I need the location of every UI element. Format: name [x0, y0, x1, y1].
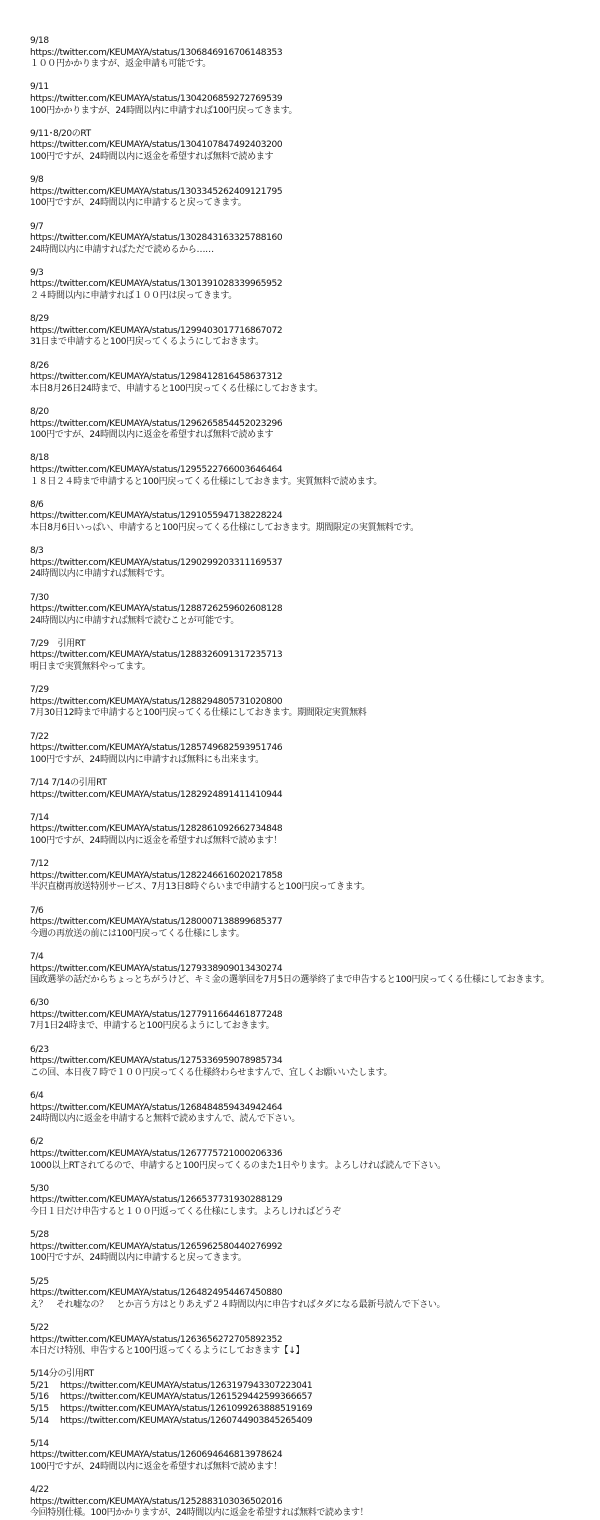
entry: [30, 593, 600, 628]
entry-note: 今日１日だけ申告すると１００円返ってくる仕様にします。よろしければどうぞ: [30, 1206, 341, 1217]
entry-note: 100円ですが、24時間以内に返金を希望すれば無料で読めます！: [30, 835, 282, 846]
rt-item-url[interactable]: https://twitter.com/KEUMAYA/status/1263197943307223041: [60, 1380, 313, 1391]
entry: [30, 453, 600, 488]
entry-date: 6/2: [30, 1137, 44, 1148]
entry: [30, 407, 600, 442]
rt-item: [30, 1404, 600, 1416]
entry-url[interactable]: https://twitter.com/KEUMAYA/status/1296265854452023296: [30, 418, 283, 429]
entry-url[interactable]: https://twitter.com/KEUMAYA/status/1263656272705892352: [30, 1334, 283, 1345]
entry-url[interactable]: https://twitter.com/KEUMAYA/status/1282861092662734848: [30, 824, 283, 835]
entry-date: 5/25: [30, 1276, 49, 1287]
entry: [30, 778, 600, 801]
entry: [30, 222, 600, 257]
entry-note: 100円ですが、24時間以内に申請すると戻ってきます。: [30, 198, 247, 209]
entry-date: 7/14 7/14の引用RT: [30, 778, 107, 788]
entry-note: 100円ですが、24時間以内に返金を希望すれば無料で読めます: [30, 430, 274, 441]
entry-date: 7/4: [30, 951, 44, 962]
entry: [30, 1137, 600, 1172]
entry-url[interactable]: https://twitter.com/KEUMAYA/status/1288726259602608128: [30, 604, 283, 615]
entry-url[interactable]: https://twitter.com/KEUMAYA/status/1268484859434942464: [30, 1102, 283, 1113]
entry-note: 本日8月6日いっぱい、申請すると100円戻ってくる仕様にしておきます。期間限定の実質無料です。: [30, 522, 419, 533]
entry-url[interactable]: https://twitter.com/KEUMAYA/status/1306846916706148353: [30, 47, 283, 58]
entry-date: 5/28: [30, 1230, 49, 1241]
entry-list: [30, 36, 600, 1358]
entry-date: 4/22: [30, 1485, 49, 1496]
entry-url[interactable]: https://twitter.com/KEUMAYA/status/1295522766003646464: [30, 464, 283, 475]
entry-note: 24時間以内に返金を申請すると無料で読めますんで、読んで下さい。: [30, 1114, 301, 1125]
entry-url[interactable]: https://twitter.com/KEUMAYA/status/1303345262409121795: [30, 186, 283, 197]
entry-note: ２４時間以内に申請すれば１００円は戻ってきます。: [30, 291, 237, 302]
entry: [30, 175, 600, 210]
entry-date: 7/29 引用RT: [30, 638, 86, 649]
entry: [30, 639, 600, 674]
entry-url[interactable]: https://twitter.com/KEUMAYA/status/1282246616020217858: [30, 870, 283, 881]
entry-list-tail: [30, 1439, 600, 1520]
entry-url[interactable]: https://twitter.com/KEUMAYA/status/1301391028339965952: [30, 279, 283, 290]
entry-note: 国政選挙の話だからちょっとちがうけど、キミ金の選挙回を7月5日の選挙終了まで申告すると100円戻ってくる仕様にしておきます。: [30, 975, 550, 986]
entry-note: 24時間以内に申請すれば無料で読むことが可能です。: [30, 615, 239, 626]
entry-note: 31日まで申請すると100円戻ってくるようにしておきます。: [30, 337, 264, 348]
entry-date: 9/18: [30, 36, 49, 46]
entry: [30, 500, 600, 535]
entry-url[interactable]: https://twitter.com/KEUMAYA/status/1304206859272769539: [30, 93, 283, 104]
entry-note: 本日だけ特別、申告すると100円返ってくるようにしておきます【↓】: [30, 1346, 305, 1357]
entry-note: １００円かかりますが、返金申請も可能です。: [30, 59, 211, 70]
entry-url[interactable]: https://twitter.com/KEUMAYA/status/1288326091317235713: [30, 650, 283, 661]
entry-date: 7/22: [30, 731, 49, 742]
rt-item-date: 5/15: [30, 1404, 49, 1415]
entry: [30, 1091, 600, 1126]
entry-date: 8/6: [30, 499, 44, 510]
entry-date: 7/29: [30, 685, 49, 696]
rt-item-url[interactable]: https://twitter.com/KEUMAYA/status/1261529442599366657: [60, 1392, 313, 1403]
entry: [30, 361, 600, 396]
entry-url[interactable]: https://twitter.com/KEUMAYA/status/1260694646813978624: [30, 1450, 283, 1461]
entry-url[interactable]: https://twitter.com/KEUMAYA/status/1266537731930288129: [30, 1195, 283, 1206]
entry-url[interactable]: https://twitter.com/KEUMAYA/status/1290299203311169537: [30, 557, 283, 568]
entry: [30, 1045, 600, 1080]
entry: [30, 685, 600, 720]
entry-note: 24時間以内に申請すればただで読めるから……: [30, 244, 214, 255]
entry-note: 100円ですが、24時間以内に申請すると戻ってきます。: [30, 1253, 247, 1264]
entry-url[interactable]: https://twitter.com/KEUMAYA/status/1267775721000206336: [30, 1149, 283, 1159]
rt-item-date: 5/21: [30, 1380, 49, 1391]
rt-item: [30, 1392, 600, 1404]
entry-note: １８日２４時まで申請すると100円戻ってくる仕様にしておきます。実質無料で読めます。: [30, 476, 383, 487]
entry: [30, 732, 600, 767]
rt-item-url[interactable]: https://twitter.com/KEUMAYA/status/1260744903845265409: [60, 1415, 313, 1426]
entry-url[interactable]: https://twitter.com/KEUMAYA/status/1264824954467450880: [30, 1288, 283, 1299]
entry-note: 100円かかりますが、24時間以内に申請すれば100円戻ってきます。: [30, 105, 298, 116]
entry-url[interactable]: https://twitter.com/KEUMAYA/status/1304107847492403200: [30, 140, 283, 151]
entry-note: 明日まで実質無料やってます。: [30, 662, 151, 673]
entry-url[interactable]: https://twitter.com/KEUMAYA/status/1265962580440276992: [30, 1241, 283, 1252]
entry-url[interactable]: https://twitter.com/KEUMAYA/status/1279338909013430274: [30, 963, 283, 974]
entry: [30, 1323, 600, 1358]
entry: [30, 268, 600, 303]
entry-url[interactable]: https://twitter.com/KEUMAYA/status/1277911664461877248: [30, 1009, 283, 1020]
entry-url[interactable]: https://twitter.com/KEUMAYA/status/1291055947138228224: [30, 511, 283, 522]
entry-note: え？ それ嘘なの？ とか言う方はとりあえず２４時間以内に申告すればタダになる最新号読んで下さい。: [30, 1299, 446, 1310]
entry-date: 9/3: [30, 267, 44, 278]
entry-date: 7/6: [30, 905, 44, 916]
entry-date: 8/3: [30, 546, 44, 557]
entry-date: 5/30: [30, 1183, 49, 1194]
rt-item: [30, 1381, 600, 1393]
entry-note: 7月30日12時まで申請すると100円戻ってくる仕様にしておきます。期間限定実質無料: [30, 708, 367, 719]
entry-date: 8/18: [30, 453, 49, 464]
entry: [30, 1277, 600, 1312]
rt-item-date: 5/14: [30, 1415, 49, 1426]
rt-item: [30, 1416, 600, 1428]
entry: [30, 129, 600, 164]
rt-group-list: [30, 1381, 600, 1427]
entry-url[interactable]: https://twitter.com/KEUMAYA/status/1288294805731020800: [30, 696, 283, 707]
entry: [30, 906, 600, 941]
entry-date: 7/30: [30, 592, 49, 603]
entry-date: 6/30: [30, 998, 49, 1009]
entry-note: 半沢直樹再放送特別サービス、7月13日8時ぐらいまで申請すると100円戻ってきます。: [30, 882, 370, 893]
entry-date: 5/14: [30, 1438, 49, 1449]
entry-url[interactable]: https://twitter.com/KEUMAYA/status/1285749682593951746: [30, 743, 283, 754]
entry-date: 5/22: [30, 1322, 49, 1333]
entry: [30, 998, 600, 1033]
entry: [30, 1485, 600, 1520]
entry-note: この回、本日夜７時で１００円戻ってくる仕様終わらせますんで、宜しくお願いいたします。: [30, 1067, 393, 1078]
entry-url[interactable]: https://twitter.com/KEUMAYA/status/1282924891411410944: [30, 789, 283, 800]
entry-note: 100円ですが、24時間以内に申請すれば無料にも出来ます。: [30, 754, 264, 765]
entry-note: 今回特別仕様。100円かかりますが、24時間以内に返金を希望すれば無料で読めます！: [30, 1508, 369, 1519]
entry-note: 1000以上RTされてるので、申請すると100円戻ってくるのまた1日やります。よろしければ読んで下さい。: [30, 1160, 446, 1171]
entry: [30, 859, 600, 894]
entry: [30, 1439, 600, 1474]
entry-url[interactable]: https://twitter.com/KEUMAYA/status/1299403017716867072: [30, 325, 283, 336]
entry-note: 7月1日24時まで、申請すると100円戻るようにしておきます。: [30, 1021, 275, 1032]
entry-date: 9/11: [30, 82, 49, 93]
entry-date: 8/20: [30, 407, 49, 417]
entry-date: 9/8: [30, 175, 44, 186]
entry-url[interactable]: https://twitter.com/KEUMAYA/status/1252883103036502016: [30, 1496, 283, 1507]
entry-note: 今週の再放送の前には100円戻ってくる仕様にします。: [30, 928, 245, 939]
entry-date: 8/26: [30, 360, 49, 371]
rt-group-title: 5/14分の引用RT: [30, 1369, 94, 1380]
entry-date: 6/23: [30, 1044, 49, 1055]
entry: [30, 1230, 600, 1265]
rt-item-date: 5/16: [30, 1392, 49, 1403]
rt-item-url[interactable]: https://twitter.com/KEUMAYA/status/1261099263888519169: [60, 1404, 313, 1415]
entry-url[interactable]: https://twitter.com/KEUMAYA/status/1302843163325788160: [30, 233, 283, 244]
rt-group: [30, 1369, 600, 1427]
entry-url[interactable]: https://twitter.com/KEUMAYA/status/1298412816458637312: [30, 372, 283, 383]
entry-date: 9/11･8/20のRT: [30, 128, 91, 139]
entry-note: 100円ですが、24時間以内に返金を希望すれば無料で読めます: [30, 151, 274, 162]
entry-note: 本日8月26日24時まで、申請すると100円戻ってくる仕様にしておきます。: [30, 383, 323, 394]
entry: [30, 314, 600, 349]
entry: [30, 546, 600, 581]
entry-date: 7/12: [30, 859, 49, 870]
entry: [30, 36, 600, 71]
entry-url[interactable]: https://twitter.com/KEUMAYA/status/1275336959078985734: [30, 1056, 283, 1067]
entry-note: 24時間以内に申請すれば無料です。: [30, 569, 170, 580]
entry: [30, 82, 600, 117]
entry: [30, 813, 600, 848]
entry-date: 9/7: [30, 221, 44, 232]
entry-url[interactable]: https://twitter.com/KEUMAYA/status/1280007138899685377: [30, 917, 283, 928]
entry-date: 7/14: [30, 812, 49, 823]
entry-date: 8/29: [30, 314, 49, 325]
entry-date: 6/4: [30, 1091, 44, 1102]
entry-note: 100円ですが、24時間以内に返金を希望すれば無料で読めます！: [30, 1462, 282, 1473]
entry: [30, 1184, 600, 1219]
entry: [30, 952, 600, 987]
